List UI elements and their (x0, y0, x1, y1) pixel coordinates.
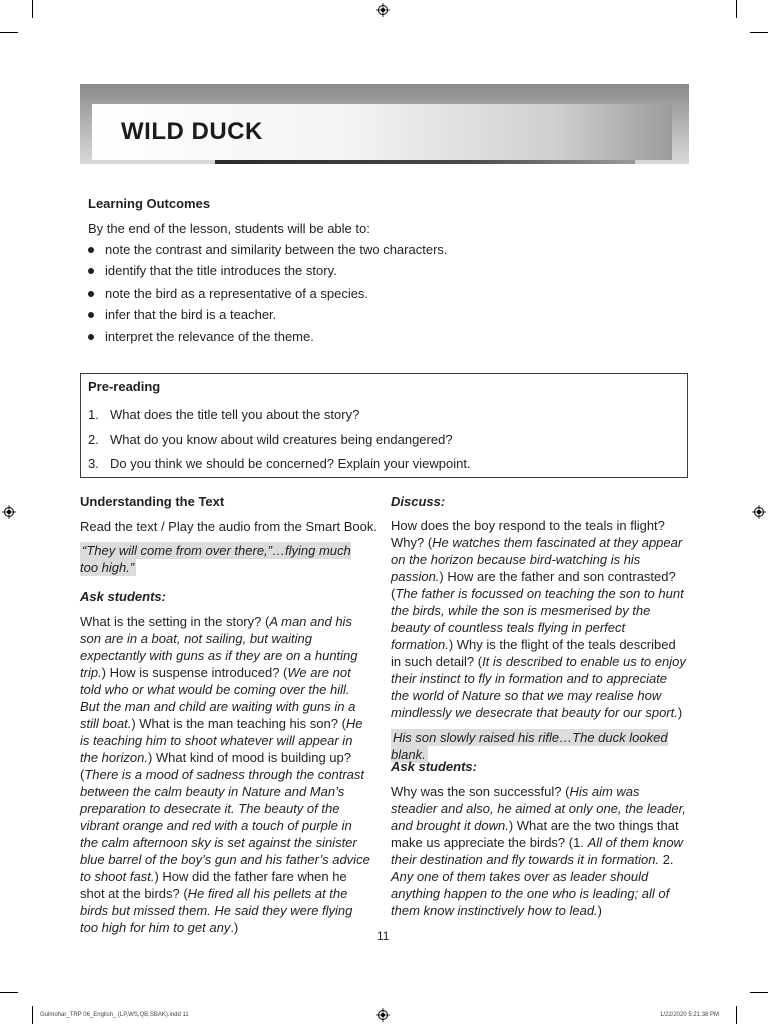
crop-mark (0, 992, 18, 993)
prereading-heading: Pre-reading (88, 379, 161, 394)
bullet-icon (88, 247, 94, 253)
crop-mark (0, 32, 18, 33)
body-paragraph: Why was the son successful? (His aim was steadier and also, he aimed at only one, the leader, and brought it down.) What are the two things that make us appreciate the birds? (1. All of them know their destination and fly towards it in formation. 2. Any one of them takes over as leader should anything happen to the one who is leading; all of them know instinctively how to lead.) (391, 784, 686, 918)
ask-students-heading: Ask students: (391, 759, 477, 774)
bullet-icon (88, 268, 94, 274)
list-item: 1. What does the title tell you about the story? (88, 407, 360, 422)
crop-mark (750, 992, 768, 993)
outcomes-heading: Learning Outcomes (88, 196, 211, 211)
list-item: 3. Do you think we should be concerned? Explain your viewpoint. (88, 456, 471, 471)
crop-mark (750, 32, 768, 33)
highlighted-quote: His son slowly raised his rifle…The duck looked blank. (391, 730, 668, 762)
file-slug: Gulmohar_TRP 06_English_ (LP,WS,QB,SBAK).indd 11 (40, 1012, 189, 1018)
timestamp: 1/22/2020 5:21:38 PM (660, 1012, 720, 1018)
list-item: note the bird as a representative of a species. (88, 286, 368, 301)
crop-mark (32, 1006, 33, 1024)
list-item: note the contrast and similarity between the two characters. (88, 242, 448, 257)
list-item: 2. What do you know about wild creatures being endangered? (88, 432, 453, 447)
bullet-icon (88, 334, 94, 340)
bullet-icon (88, 291, 94, 297)
page-number: 11 (377, 929, 390, 943)
crop-mark (32, 0, 33, 18)
registration-mark-icon (2, 505, 16, 519)
bullet-icon (88, 312, 94, 318)
registration-mark-icon (376, 1008, 390, 1022)
page-title: WILD DUCK (121, 118, 263, 145)
list-item: identify that the title introduces the story. (88, 263, 337, 278)
body-paragraph: How does the boy respond to the teals in flight? Why? (He watches them fascinated at they appear on the horizon because bird-watching is his passion.) How are the father and son contrasted? (The father is focussed on teaching the son to hunt the birds, while the son is mesmerised by the beauty of countless teals flying in perfect formation.) Why is the flight of the teals described in such detail? (It is described to enable us to enjoy their instinct to fly in formation and to appreciate the world of Nature so that we may realise how mindlessly we desecrate that beauty for our sport.) (391, 518, 686, 720)
ask-students-heading: Ask students: (80, 589, 166, 604)
crop-mark (736, 0, 737, 18)
registration-mark-icon (752, 505, 766, 519)
section-heading: Understanding the Text (80, 494, 225, 509)
crop-mark (736, 1006, 737, 1024)
list-item: interpret the relevance of the theme. (88, 329, 314, 344)
body-paragraph: What is the setting in the story? (A man and his son are in a boat, not sailing, but waiting expectantly with guns as if they are on a hunting trip.) How is suspense introduced? (We are not told who or what would be coming over the hill. But the man and child are waiting with guns in a still boat.) What is the man teaching his son? (He is teaching him to shoot whatever will appear in the horizon.) What kind of mood is building up? (There is a mood of sadness through the contrast between the calm beauty in Nature and Man’s preparation to desecrate it. The beauty of the vibrant orange and red with a touch of purple in the calm afternoon sky is set against the sinister blue barrel of the boy’s gun and his father’s advice to shoot fast.) How did the father fare when he shot at the birds? (He fired all his pellets at the birds but missed them. He said they were flying too high for him to get any.) (80, 614, 370, 935)
title-underline (215, 160, 635, 164)
outcomes-intro: By the end of the lesson, students will be able to: (88, 221, 370, 236)
list-item: infer that the bird is a teacher. (88, 307, 276, 322)
instruction-text: Read the text / Play the audio from the Smart Book. (80, 519, 377, 534)
highlighted-quote: “They will come from over there,”…flying much too high.” (80, 543, 351, 575)
discuss-heading: Discuss: (391, 494, 446, 509)
registration-mark-icon (376, 3, 390, 17)
